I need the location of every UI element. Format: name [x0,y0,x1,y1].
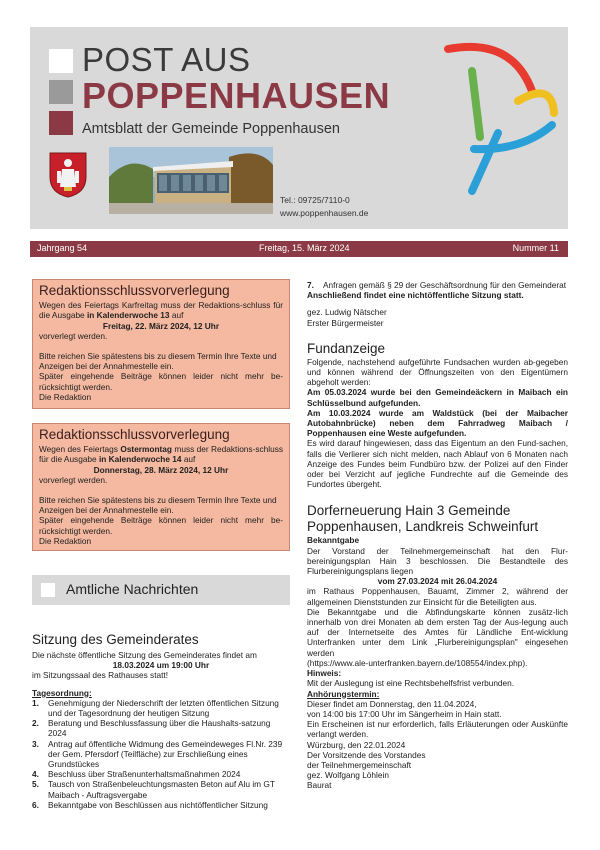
meeting-intro: Die nächste öffentliche Sitzung des Gemeinderates findet am [32,650,257,660]
agenda-item: 2. Beratung und Beschlussfassung über die Haushalts-satzung 2024 [32,718,271,739]
agenda-item: 5. Tausch von Straßenbeleuchtungsmasten Beton auf Alu im GT Maibach - Auftragsvergabe [32,779,275,800]
dorferneuerung-title-2: Poppenhausen, Landkreis Schweinfurt [307,519,539,535]
signature-name: gez. Ludwig Nätscher [307,307,387,318]
agenda-label: Tagesordnung: [32,687,92,698]
anhoerung-text-1: Dieser findet am Donnerstag, den 11.04.2024, [307,698,477,709]
dorf-text-1: Der Vorstand der Teilnehmergemeinschaft hat den Flur-bereinigungsplan Hain 3 beschlossen. Die Bestandteile des Flurbereinigungsplans liegen [307,545,568,577]
notice-text: Wegen des Feiertags Ostermontag muss der Redaktions-schluss für die Ausgabe in Kalenderwoche 14 auf [39,444,283,465]
deadline-notice-2 [32,423,290,551]
white-square-decoration [41,583,55,597]
notice-text-2: vorverlegt werden. [39,475,108,486]
notice-text-3: Bitte reichen Sie spätestens bis zu diesem Termin Ihre Texte und Anzeigen bei der Annahmestelle ein. [39,350,277,372]
meeting-date: 18.03.2024 um 19:00 Uhr [112,660,210,671]
agenda-list [32,698,290,810]
notice-text-4: Später eingehende Beiträge können leider nicht mehr be-rücksichtigt werden. [39,515,283,536]
meeting-place: im Sitzungssaal des Rathauses statt! [32,670,169,681]
anhoerung-text-3: Ein Erscheinen ist nur erforderlich, falls Erläuterungen oder Auskünfte verlangt werden. [307,719,568,740]
hinweis-label: Hinweis: [307,668,342,679]
volume-label: Jahrgang 54 [37,243,88,253]
fund-text-2: Es wird darauf hingewiesen, dass das Eigentum an den Fund-sachen, falls die Verlierer sich nicht melden, nach Ablauf von 6 Monaten nach Anzeige des Fundes beim Fundbüro bzw. der Polizei auf den Finder oder bei Verzicht auf jegliche Fundrechte auf die Gemeinde des Fundortes übergeht. [307,438,568,490]
fund-item-1: Am 05.03.2024 wurde bei den Gemeindeäckern in Maibach ein Schlüsselbund aufgefunden. [307,387,568,408]
council-meeting-article [32,632,290,810]
coat-of-arms-icon [48,149,88,199]
gray-square-decoration [49,80,73,104]
notice-signature: Die Redaktion [39,392,92,403]
masthead [30,27,568,229]
website-link[interactable]: www.poppenhausen.de [280,208,369,218]
contact-info [280,194,368,220]
masthead-title-line2: POPPENHAUSEN [82,75,391,116]
dorf-dates: vom 27.03.2024 mit 26.04.2024 [377,576,498,587]
fundanzeige-title: Fundanzeige [307,340,386,356]
agenda-item: 7. Anfragen gemäß § 29 der Geschäftsordnung für den Gemeinderat [307,280,567,290]
notice-text-4: Später eingehende Beiträge können leider nicht mehr be-rücksichtigt werden. [39,371,283,392]
issue-number: Nummer 11 [512,243,559,253]
section-title: Amtliche Nachrichten [66,581,199,597]
notice-text: Wegen des Feiertags Karfreitag muss der Redaktions-schluss für die Ausgabe in Kalenderwoche 13 auf [39,300,283,321]
hinweis-text: Mit der Auslegung ist eine Rechtsbehelfsfrist verbunden. [307,678,515,689]
agenda-item: 1. Genehmigung der Niederschrift der letzten öffentlichen Sitzung und der Tagesordnung der heutigen Sitzung [32,697,279,719]
closing-note: Anschließend findet eine nichtöffentliche Sitzung statt. [307,290,524,301]
dorf-text-2: im Rathaus Poppenhausen, Bauamt, Zimmer 2, während der allgemeinen Dienststunden zur Einsicht für die Beteiligten aus. [307,586,568,607]
issue-info-bar [30,241,568,257]
masthead-title-line1: POST AUS [82,41,251,78]
red-square-decoration [49,111,73,135]
phone-number: Tel.: 09725/7110-0 [280,195,350,205]
anhoerung-label: Anhörungstermin: [307,688,380,699]
closing-signature: gez. Wolfgang Löhlein [307,770,389,781]
fund-text-1: Folgende, nachstehend aufgeführte Fundsachen wurden ab-gegeben und können während der Öffnungszeiten von den Eigentümern abgeholt werden: [307,356,568,388]
closing-place-date: Würzburg, den 22.01.2024 [307,739,406,750]
masthead-subtitle: Amtsblatt der Gemeinde Poppenhausen [82,121,340,137]
notice-signature: Die Redaktion [39,536,92,547]
colorful-p-logo-icon [442,41,562,201]
issue-date: Freitag, 15. März 2024 [259,243,350,253]
notice-text-3: Bitte reichen Sie spätestens bis zu diesem Termin Ihre Texte und Anzeigen bei der Annahmestelle ein. [39,494,277,516]
closing-line-2: Der Vorsitzende des Vorstandes [307,749,426,760]
right-column [307,280,568,791]
notice-text-2: vorverlegt werden. [39,331,108,342]
anhoerung-text-2: von 14:00 bis 17:00 Uhr im Sängerheim in Hain statt. [307,708,502,719]
notice-deadline-date: Donnerstag, 28. März 2024, 12 Uhr [93,464,229,475]
section-header-amtliche-nachrichten [32,575,290,605]
agenda-item: 4. Beschluss über Straßenunterhaltsmaßnahmen 2024 [32,769,241,780]
signature-role: Erster Bürgermeister [307,317,384,328]
agenda-item: 6. Bekanntgabe von Beschlüssen aus nichtöffentlicher Sitzung [32,799,268,810]
dorferneuerung-title-1: Dorferneuerung Hain 3 Gemeinde [307,503,511,519]
deadline-notice-1 [32,279,290,409]
closing-line-3: der Teilnehmergemeinschaft [307,759,412,770]
agenda-item: 3. Antrag auf öffentliche Widmung des Gemeindeweges Fl.Nr. 239 der Gem. Pfersdorf (Teilfläche) zur Erschließung eines Grundstückes [32,738,283,770]
town-hall-photo [109,147,273,214]
notice-title: Redaktionsschlussvorverlegung [39,427,230,442]
closing-role: Baurat [307,780,332,791]
notice-deadline-date: Freitag, 22. März 2024, 12 Uhr [102,320,220,331]
article-title: Sitzung des Gemeinderates [32,632,199,647]
dorf-text-3: Die Bekanntgabe und die Abfindungskarte können zusätz-lich innerhalb von drei Monaten ab dem ersten Tag der Aus-legung auch auf der Internetseite des Amtes für Ländliche Ent-wicklung Unterfranken unter dem Link „Flurbereinigungsplan" eingesehen werden [307,606,568,658]
fund-item-2: Am 10.03.2024 wurde am Waldstück (bei der Maibacher Autobahnbrücke) neben dem Fahrradweg Maibach / Poppenhausen eine Weste aufgefunden. [307,407,568,439]
bekanntgabe-label: Bekanntgabe [307,535,360,546]
notice-title: Redaktionsschlussvorverlegung [39,283,230,298]
white-square-decoration [49,49,73,73]
dorf-url[interactable]: (https://www.ale-unterfranken.bayern.de/108554/index.php). [307,657,528,668]
